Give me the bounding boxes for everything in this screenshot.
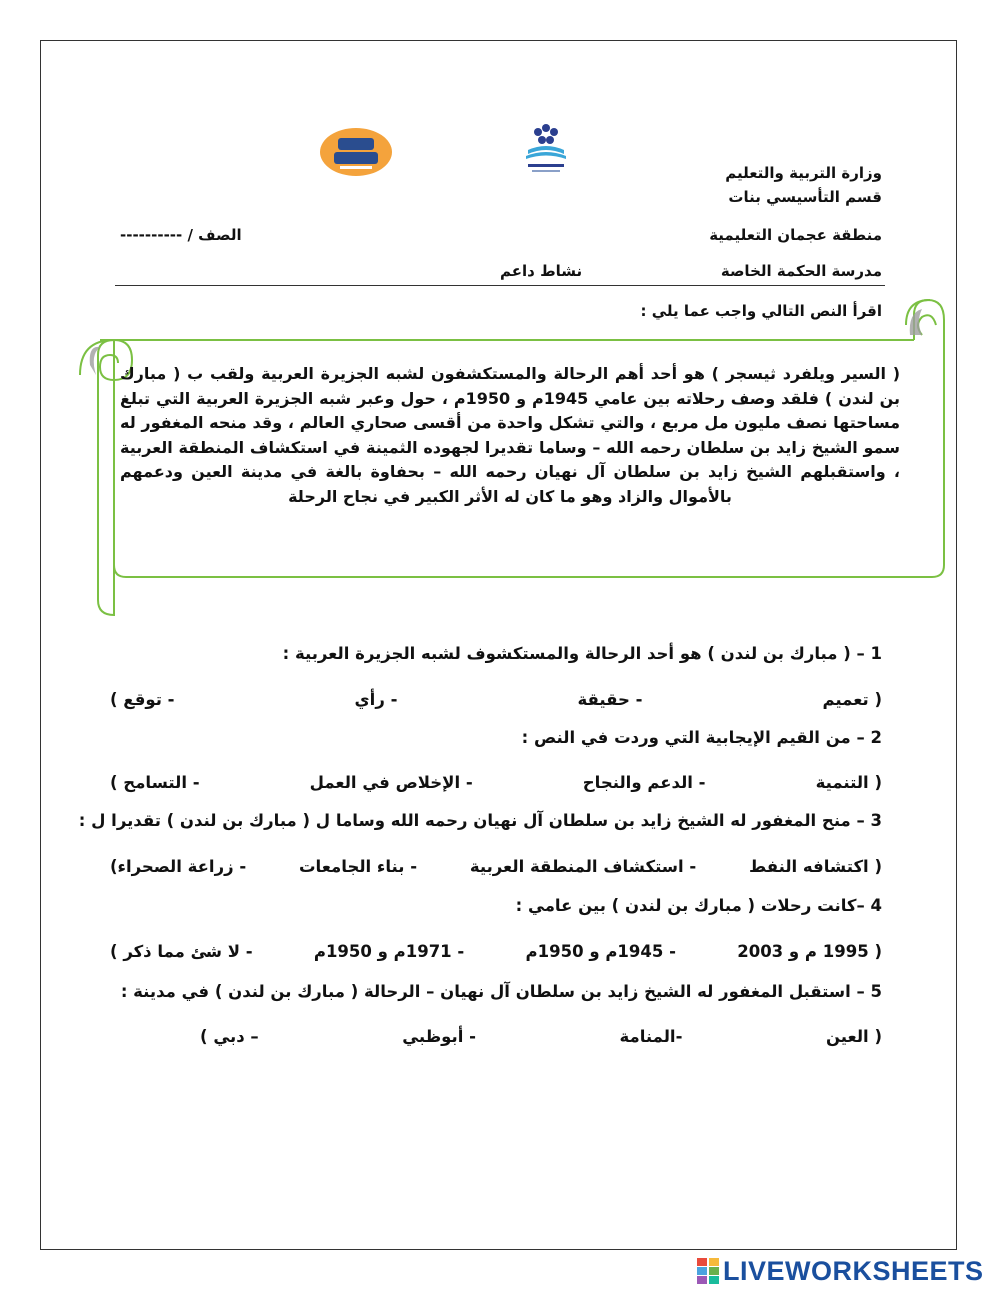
- liveworksheets-logo: [697, 1256, 984, 1286]
- q3-option-3[interactable]: - بناء الجامعات: [298, 856, 418, 876]
- activity-label: نشاط داعم: [500, 262, 583, 280]
- q2-option-1[interactable]: ( التنمية: [815, 772, 882, 792]
- header-divider: [115, 285, 885, 286]
- q2-option-4[interactable]: - التسامح ): [110, 772, 200, 792]
- question-3-options: [110, 853, 882, 879]
- q2-option-3[interactable]: - الإخلاص في العمل: [309, 772, 473, 792]
- class-field[interactable]: الصف / ----------: [120, 226, 242, 244]
- school-name: مدرسة الحكمة الخاصة: [720, 262, 882, 280]
- question-1: 1 – ( مبارك بن لندن ) هو أحد الرحالة والمستكشوف لشبه الجزيرة العربية :: [282, 644, 882, 663]
- question-5: 5 – استقبل المغفور له الشيخ زايد بن سلطان آل نهيان – الرحالة ( مبارك بن لندن ) في مدينة :: [120, 982, 882, 1001]
- q4-option-1[interactable]: ( 1995 م و 2003: [737, 941, 882, 961]
- liveworksheets-icon: [697, 1258, 719, 1284]
- question-2-options: [110, 769, 882, 795]
- reading-passage: ( السير ويلفرد ثيسجر ) هو أحد أهم الرحالة والمستكشفون لشبه الجزيرة العربية ولقب ب ( مبارك بن لندن ) فلقد وصف رحلاته بين عامي 1945م و 1950م ، حول وعبر شبه الجزيرة العربية التي تبلغ مساحتها نصف مليون مل مربع ، والتي تشكل واحدة من أقسى صحاري العالم ، وقد منحه المغفور له سمو الشيخ زايد بن سلطان رحمه الله – وساما تقديرا لجهوده الثمينة في استكشاف المنطقة العربية ، واستقبلهم الشيخ زايد بن سلطان آل نهيان رحمه الله – بحفاوة بالغة في مدينة العين ودعمهم بالأموال والزاد وهو ما كان له الأثر الكبير في نجاح الرحلة: [120, 364, 901, 506]
- q1-option-4[interactable]: - توقع ): [110, 689, 175, 709]
- school-logo: [514, 118, 578, 182]
- q1-option-3[interactable]: - رأي: [354, 689, 398, 709]
- q5-option-3[interactable]: - أبوظبي: [402, 1026, 476, 1046]
- ministry-name: وزارة التربية والتعليم: [725, 164, 882, 182]
- q3-option-2[interactable]: - استكشاف المنطقة العربية: [469, 856, 697, 876]
- question-5-options: [200, 1023, 882, 1049]
- instructions: اقرأ النص التالي واجب عما يلي :: [640, 302, 882, 320]
- question-3: 3 – منح المغفور له الشيخ زايد بن سلطان آل نهيان رحمه الله وساما ل ( مبارك بن لندن ) تقديرا ل :: [78, 811, 882, 830]
- q5-option-2[interactable]: -المنامة: [619, 1026, 683, 1046]
- q2-option-2[interactable]: - الدعم والنجاح: [582, 772, 706, 792]
- question-4: 4 –كانت رحلات ( مبارك بن لندن ) بين عامي :: [515, 896, 882, 915]
- question-1-options: [110, 686, 882, 712]
- q4-option-2[interactable]: - 1945م و 1950م: [525, 941, 676, 961]
- q3-option-4[interactable]: - زراعة الصحراء): [110, 856, 247, 876]
- zone-name: منطقة عجمان التعليمية: [709, 226, 882, 244]
- liveworksheets-text: LIVEWORKSHEETS: [723, 1255, 984, 1286]
- question-4-options: [110, 938, 882, 964]
- q5-option-4[interactable]: – دبي ): [200, 1026, 259, 1046]
- campaign-badge-logo: [318, 126, 394, 178]
- q1-option-2[interactable]: - حقيقة: [577, 689, 643, 709]
- q1-option-1[interactable]: ( تعميم: [822, 689, 882, 709]
- q5-option-1[interactable]: ( العين: [825, 1026, 882, 1046]
- question-2: 2 – من القيم الإيجابية التي وردت في النص :: [521, 728, 882, 747]
- q4-option-3[interactable]: - 1971م و 1950م: [313, 941, 465, 961]
- q4-option-4[interactable]: - لا شئ مما ذكر ): [110, 941, 253, 961]
- department-name: قسم التأسيسي بنات: [728, 188, 882, 206]
- q3-option-1[interactable]: ( اكتشافه النفط: [749, 856, 882, 876]
